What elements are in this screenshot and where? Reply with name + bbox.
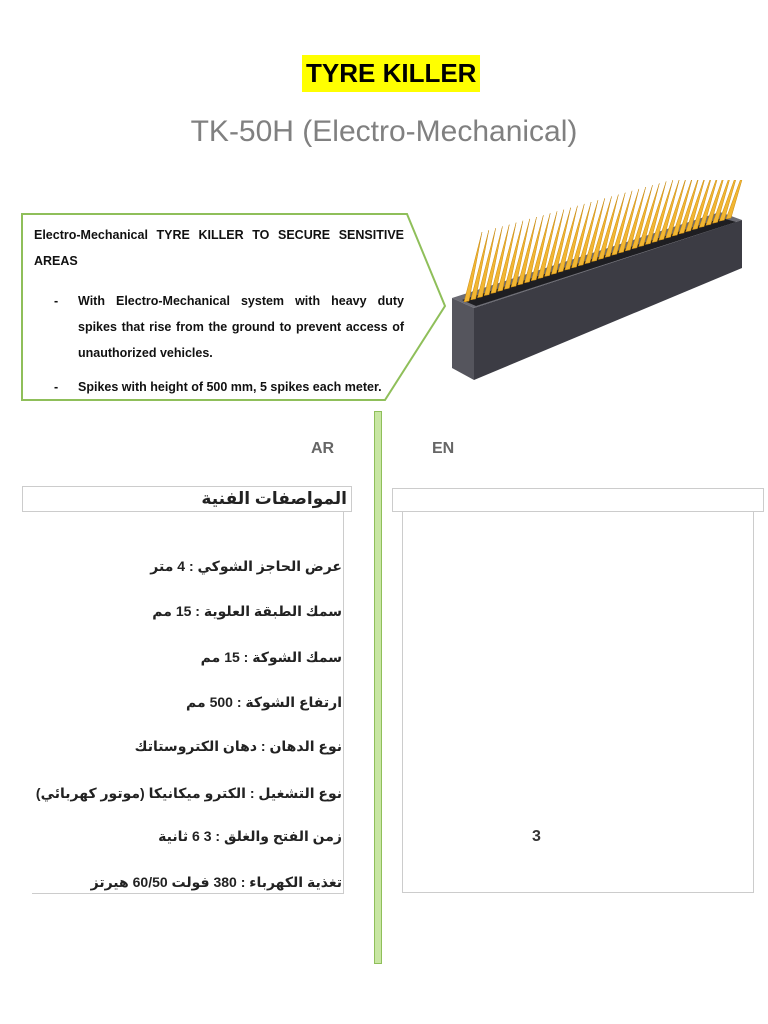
document-subtitle: TK-50H (Electro-Mechanical) (190, 115, 578, 148)
english-spec-header (392, 488, 764, 512)
spec-item-open-close-time: زمن الفتح والغلق : 3 6 ثانية (158, 828, 342, 844)
english-spec-panel (402, 512, 754, 893)
lang-label-ar: AR (311, 440, 335, 457)
spec-item-paint-type: نوع الدهان : دهان الكتروستاتك (134, 738, 342, 754)
column-divider (374, 411, 382, 964)
spec-item-power-supply: تغذية الكهرباء : 380 فولت 60/50 هيرتز (90, 874, 342, 890)
arabic-spec-title: المواصفات الفنية (201, 489, 347, 508)
english-spec-value: 3 (532, 828, 541, 845)
arabic-spec-header (22, 486, 352, 512)
spec-item-spike-height: ارتفاع الشوكة : 500 مم (186, 694, 342, 710)
list-item: - Spikes with height of 500 mm, 5 spikes each meter. (34, 374, 404, 400)
lang-label-en: EN (432, 440, 455, 457)
callout-heading: Electro-Mechanical TYRE KILLER TO SECURE SENSITIVE AREAS (34, 228, 404, 268)
spec-item-spike-thickness: سمك الشوكة : 15 مم (200, 649, 342, 665)
spec-item-width: عرض الحاجز الشوكي : 4 متر (150, 558, 342, 574)
spec-item-operation-type: نوع التشغيل : الكترو ميكانيكا (موتور كهربائي) (35, 785, 342, 801)
callout-content (34, 222, 404, 400)
tyre-killer-product-image (440, 180, 760, 390)
document-title: TYRE KILLER (302, 55, 480, 92)
callout-list (34, 288, 404, 400)
spec-item-top-thickness: سمك الطبقة العلوية : 15 مم (152, 603, 342, 619)
list-item: - With Electro-Mechanical system with heavy duty spikes that rise from the ground to prevent access of unauthorized vehicles. (34, 288, 404, 366)
